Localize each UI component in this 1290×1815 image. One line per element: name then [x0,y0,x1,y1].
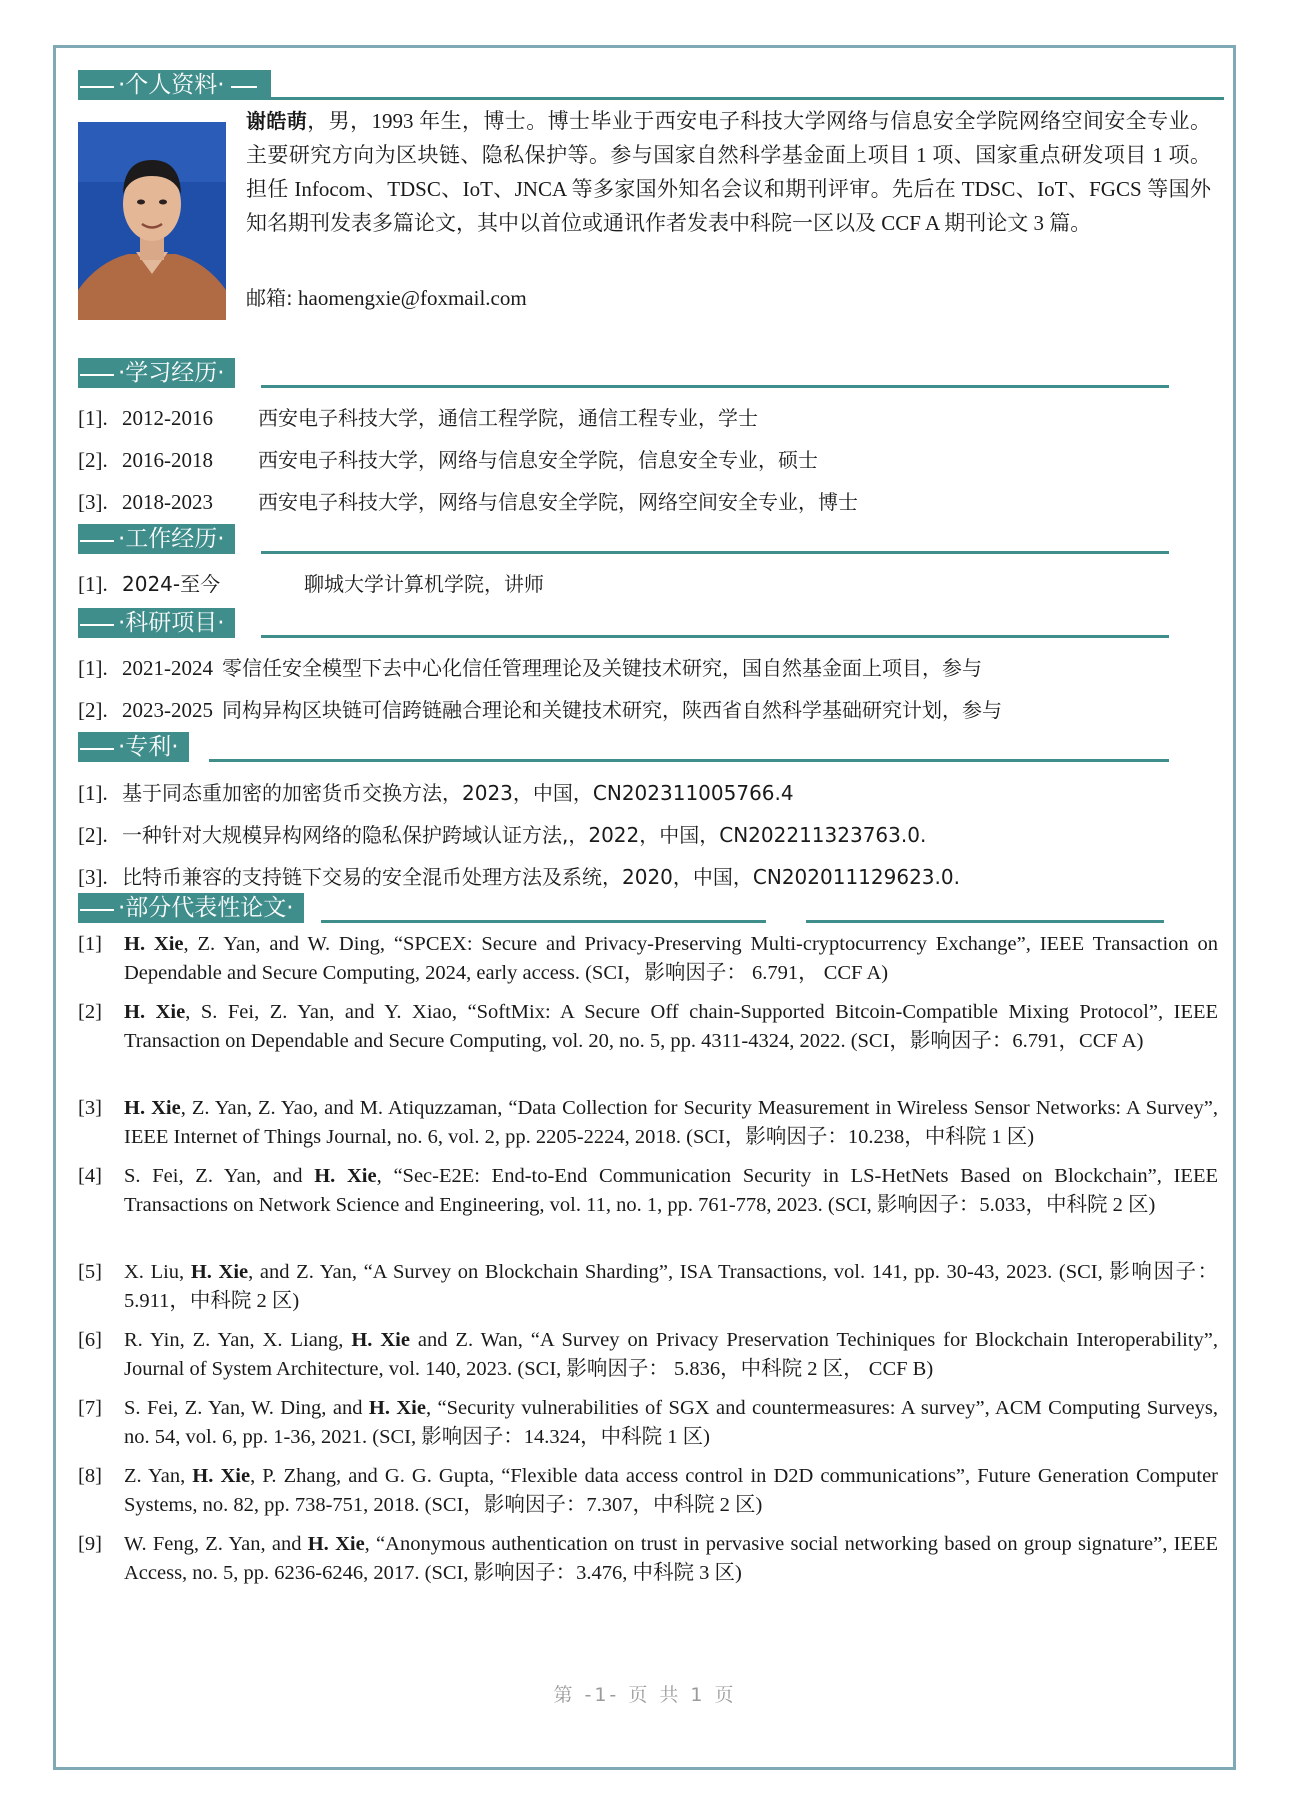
section-rule [261,385,1169,388]
paper-citation: , P. Zhang, and G. G. Gupta, “Flexible data access control in D2D communications”, Future Generation Computer Systems, no. 82, pp. 738-751, 2018. (SCI，影响因子：7.307，中科院 2 区) [124,1465,1218,1516]
paper-index: [6] [78,1329,102,1351]
section-tab [78,732,189,762]
profile-name: 谢皓萌 [246,109,308,133]
item-text: 西安电子科技大学，通信工程学院，通信工程专业，学士 [258,406,758,430]
list-item [78,487,858,517]
item-index: [1]. [78,656,108,680]
paper-item [78,930,1218,988]
section-title: ·学习经历· [118,360,225,386]
section-rule [321,920,766,923]
section-tab [78,893,304,923]
paper-item [78,1462,1218,1520]
paper-item [78,998,1218,1056]
email-label: 邮箱: [246,286,293,310]
item-text: 一种针对大规模异构网络的隐私保护跨域认证方法,，2022，中国，CN202211323763.0. [122,823,927,847]
paper-authors-pre: S. Fei, Z. Yan, and [124,1165,315,1187]
list-item [78,445,818,475]
profile-bio-text: ，男，1993 年生，博士。博士毕业于西安电子科技大学网络与信息安全学院网络空间安全专业。主要研究方向为区块链、隐私保护等。参与国家自然科学基金面上项目 1 项、国家重点研发项目 1 项。担任 Infocom、TDSC、IoT、JNCA 等多家国外知名会议和期刊评审。先后在 TDSC、IoT、FGCS 等国外知名期刊发表多篇论文，其中以首位或通讯作者发表中科院一区以及 CCF A 期刊论文 3 篇。 [246,109,1212,235]
paper-author-highlight: H. Xie [124,1001,186,1023]
profile-photo [78,122,226,320]
list-item [78,569,544,599]
paper-authors-pre: R. Yin, Z. Yan, X. Liang, [124,1329,352,1351]
item-index: [2]. [78,448,108,472]
section-rule [261,551,1169,554]
list-item [78,695,1002,725]
paper-author-highlight: H. Xie [124,1097,181,1119]
paper-item [78,1326,1218,1384]
list-item [78,862,960,892]
item-years: 2024-至今 [122,572,221,596]
section-title: ·专利· [118,734,179,760]
paper-citation: , “Sec-E2E: End-to-End Communication Security in LS-HetNets Based on Blockchain”, IEEE Transactions on Network Science and Engineering, vol. 11, no. 1, pp. 761-778, 2023. (SCI, 影响因子：5.033，中科院 2 区) [124,1165,1218,1216]
item-text: 西安电子科技大学，网络与信息安全学院，信息安全专业，硕士 [258,448,818,472]
paper-index: [9] [78,1533,102,1555]
paper-index: [5] [78,1261,102,1283]
item-years: 2018-2023 [122,490,213,514]
item-index: [1]. [78,406,108,430]
section-title: ·科研项目· [118,610,225,636]
paper-citation: and Z. Wan, “A Survey on Privacy Preservation Techiniques for Blockchain Interoperability”, Journal of System Architecture, vol. 140, 2023. (SCI, 影响因子： 5.836，中科院 2 区， CCF B) [124,1329,1219,1380]
item-text: 聊城大学计算机学院，讲师 [304,572,544,596]
email-address[interactable]: haomengxie@foxmail.com [298,286,527,310]
item-years: 2016-2018 [122,448,213,472]
section-title: ·部分代表性论文· [118,895,294,921]
item-text: 西安电子科技大学，网络与信息安全学院，网络空间安全专业，博士 [258,490,858,514]
paper-citation: , “Anonymous authentication on trust in pervasive social networking based on group signature”, IEEE Access, no. 5, pp. 6236-6246, 2017. (SCI, 影响因子：3.476, 中科院 3 区) [124,1533,1219,1584]
section-tab [78,358,235,388]
paper-citation: , Z. Yan, and W. Ding, “SPCEX: Secure and Privacy-Preserving Multi-cryptocurrency Exchange”, IEEE Transaction on Dependable and Secure Computing, 2024, early access. (SCI，影响因子： 6.791， CCF A) [124,933,1218,984]
item-text: 同构异构区块链可信跨链融合理论和关键技术研究，陕西省自然科学基础研究计划，参与 [222,698,1002,722]
profile-bio [246,104,1211,240]
item-text: 零信任安全模型下去中心化信任管理理论及关键技术研究，国自然基金面上项目，参与 [222,656,982,680]
paper-authors-pre: Z. Yan, [124,1465,193,1487]
paper-author-highlight: H. Xie [314,1165,377,1187]
item-text: 比特币兼容的支持链下交易的安全混币处理方法及系统，2020，中国，CN202011129623.0. [122,865,960,889]
paper-author-highlight: H. Xie [307,1533,365,1555]
paper-index: [8] [78,1465,102,1487]
section-rule [209,759,1169,762]
item-index: [2]. [78,823,108,847]
item-years: 2021-2024 [122,656,213,680]
item-index: [2]. [78,698,108,722]
paper-author-highlight: H. Xie [192,1465,251,1487]
section-title: ·个人资料· [118,72,225,98]
paper-index: [4] [78,1165,102,1187]
list-item [78,820,926,850]
paper-index: [7] [78,1397,102,1419]
paper-item [78,1530,1218,1588]
paper-index: [3] [78,1097,102,1119]
paper-index: [2] [78,1001,102,1023]
item-years: 2023-2025 [122,698,213,722]
paper-item [78,1394,1218,1452]
paper-author-highlight: H. Xie [124,933,184,955]
paper-authors-pre: X. Liu, [124,1261,191,1283]
paper-index: [1] [78,933,102,955]
section-tab [78,524,235,554]
section-rule [264,97,1224,100]
paper-item [78,1258,1218,1316]
section-rule [261,635,1169,638]
paper-author-highlight: H. Xie [190,1261,249,1283]
section-rule-right [806,920,1164,923]
paper-item [78,1162,1218,1220]
section-tab [78,608,235,638]
paper-authors-pre: S. Fei, Z. Yan, W. Ding, and [124,1397,369,1419]
list-item [78,778,794,808]
section-tab [78,70,271,100]
paper-citation: , S. Fei, Z. Yan, and Y. Xiao, “SoftMix: A Secure Off chain-Supported Bitcoin-Compatible Mixing Protocol”, IEEE Transaction on Dependable and Secure Computing, vol. 20, no. 5, pp. 4311-4324, 2022. (SCI，影响因子：6.791，CCF A) [124,1001,1219,1052]
item-years: 2012-2016 [122,406,213,430]
paper-citation: , and Z. Yan, “A Survey on Blockchain Sharding”, ISA Transactions, vol. 141, pp. 30-43, 2023. (SCI, 影响因子：5.911，中科院 2 区) [124,1261,1218,1312]
paper-item [78,1094,1218,1152]
section-title: ·工作经历· [118,526,225,552]
item-index: [3]. [78,490,108,514]
paper-author-highlight: H. Xie [368,1397,426,1419]
paper-authors-pre: W. Feng, Z. Yan, and [124,1533,308,1555]
paper-author-highlight: H. Xie [351,1329,410,1351]
item-index: [3]. [78,865,108,889]
profile-email [246,282,527,311]
list-item [78,653,982,683]
paper-citation: , Z. Yan, Z. Yao, and M. Atiquzzaman, “Data Collection for Security Measurement in Wireless Sensor Networks: A Survey”, IEEE Internet of Things Journal, no. 6, vol. 2, pp. 2205-2224, 2018. (SCI，影响因子：10.238，中科院 1 区) [124,1097,1218,1148]
page-footer: 第 -1- 页 共 1 页 [553,1684,737,1706]
item-index: [1]. [78,781,108,805]
list-item [78,403,758,433]
item-index: [1]. [78,572,108,596]
item-text: 基于同态重加密的加密货币交换方法，2023，中国，CN202311005766.4 [122,781,794,805]
paper-citation: , “Security vulnerabilities of SGX and countermeasures: A survey”, ACM Computing Surveys, no. 54, vol. 6, pp. 1-36, 2021. (SCI, 影响因子：14.324，中科院 1 区) [124,1397,1219,1448]
